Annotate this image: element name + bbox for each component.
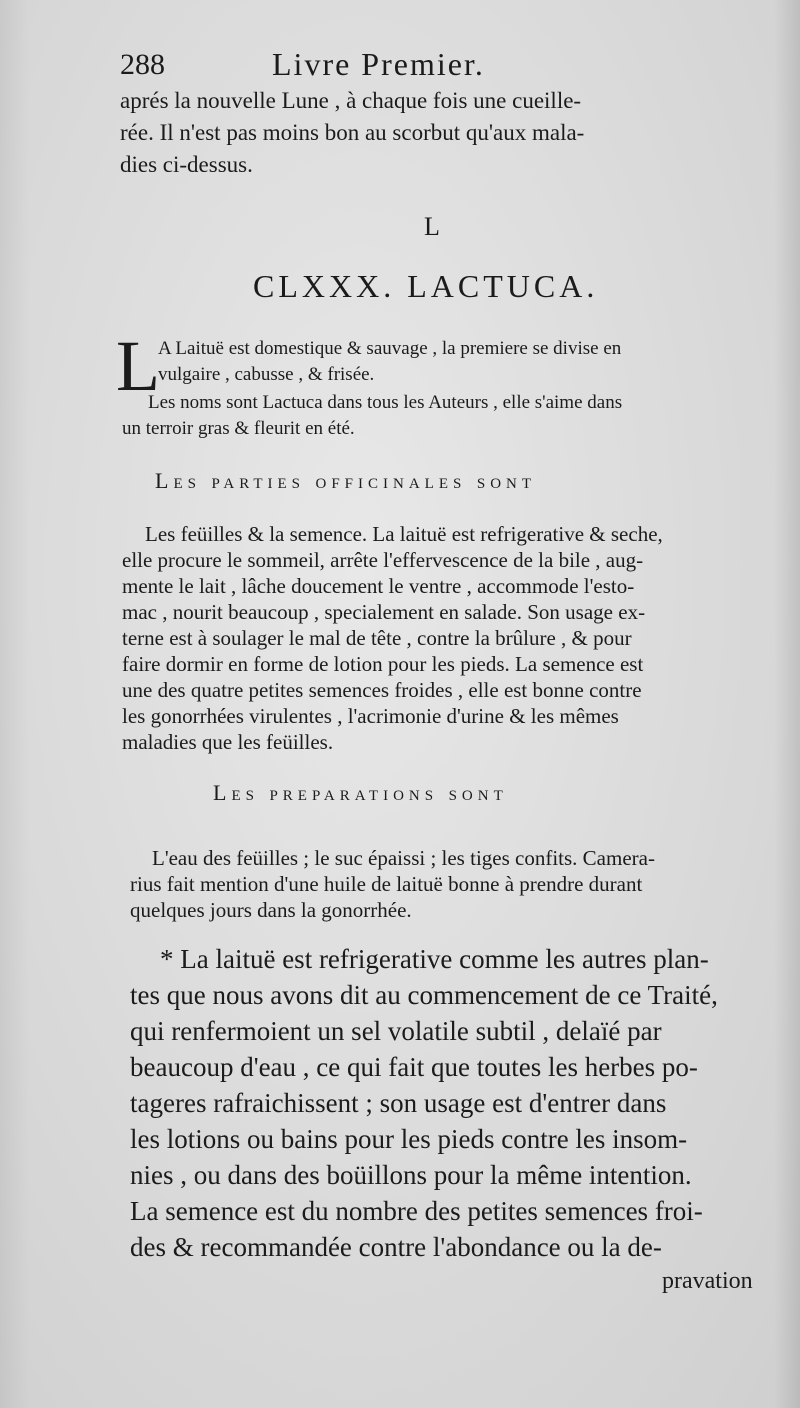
text-line: L'eau des feüilles ; le suc épaissi ; les tiges confits. Camera- xyxy=(152,846,655,870)
text-line: beaucoup d'eau , ce qui fait que toutes les herbes po- xyxy=(130,1052,698,1082)
page-number: 288 xyxy=(120,48,165,81)
text-line: mac , nourit beaucoup , specialement en salade. Son usage ex- xyxy=(122,600,646,624)
text-line: Les feüilles & la semence. La laituë est refrigerative & seche, xyxy=(145,522,663,546)
text-line: dies ci-dessus. xyxy=(120,152,253,177)
text-line: rius fait mention d'une huile de laituë bonne à prendre durant xyxy=(130,872,643,896)
text-line: Les noms sont Lactuca dans tous les Auteurs , elle s'aime dans xyxy=(148,392,623,413)
text-line: terne est à soulager le mal de tête , contre la brûlure , & pour xyxy=(122,626,632,650)
running-title: Livre Premier. xyxy=(272,46,485,82)
text-line: rée. Il n'est pas moins bon au scorbut qu'aux mala- xyxy=(120,120,585,145)
text-line: elle procure le sommeil, arrête l'effervescence de la bile , aug- xyxy=(122,548,644,572)
text-line: une des quatre petites semences froides , elle est bonne contre xyxy=(122,678,642,702)
text-line: les lotions ou bains pour les pieds contre les insom- xyxy=(130,1124,688,1154)
text-line: vulgaire , cabusse , & frisée. xyxy=(158,364,375,385)
page-gutter-shadow xyxy=(774,0,800,1408)
section-letter: L xyxy=(424,212,441,241)
page-edge-shadow xyxy=(0,0,30,1408)
subheading-preparations: Les preparations sont xyxy=(213,780,508,805)
catchword: pravation xyxy=(662,1268,753,1294)
text-line: aprés la nouvelle Lune , à chaque fois une cueille- xyxy=(120,88,582,113)
text-line: mente le lait , lâche doucement le ventre , accommode l'esto- xyxy=(122,574,635,598)
text-line: A Laituë est domestique & sauvage , la premiere se divise en xyxy=(158,338,622,359)
subheading-parties: Les parties officinales sont xyxy=(155,468,537,493)
chapter-heading: CLXXX. LACTUCA. xyxy=(253,268,599,304)
text-line: tes que nous avons dit au commencement de ce Traité, xyxy=(130,980,718,1010)
text-line: La semence est du nombre des petites semences froi- xyxy=(130,1196,703,1226)
text-line: des & recommandée contre l'abondance ou la de- xyxy=(130,1232,662,1262)
drop-cap: L xyxy=(116,326,160,406)
text-line: quelques jours dans la gonorrhée. xyxy=(130,898,412,922)
text-line: faire dormir en forme de lotion pour les pieds. La semence est xyxy=(122,652,644,676)
text-line: un terroir gras & fleurit en été. xyxy=(122,418,355,439)
text-line: qui renfermoient un sel volatile subtil , delaïé par xyxy=(130,1016,662,1046)
text-line: tageres rafraichissent ; son usage est d'entrer dans xyxy=(130,1088,667,1118)
text-line: les gonorrhées virulentes , l'acrimonie d'urine & les mêmes xyxy=(122,704,619,728)
text-line: * La laituë est refrigerative comme les autres plan- xyxy=(160,944,709,974)
text-line: maladies que les feüilles. xyxy=(122,730,334,754)
text-line: nies , ou dans des boüillons pour la même intention. xyxy=(130,1160,692,1190)
